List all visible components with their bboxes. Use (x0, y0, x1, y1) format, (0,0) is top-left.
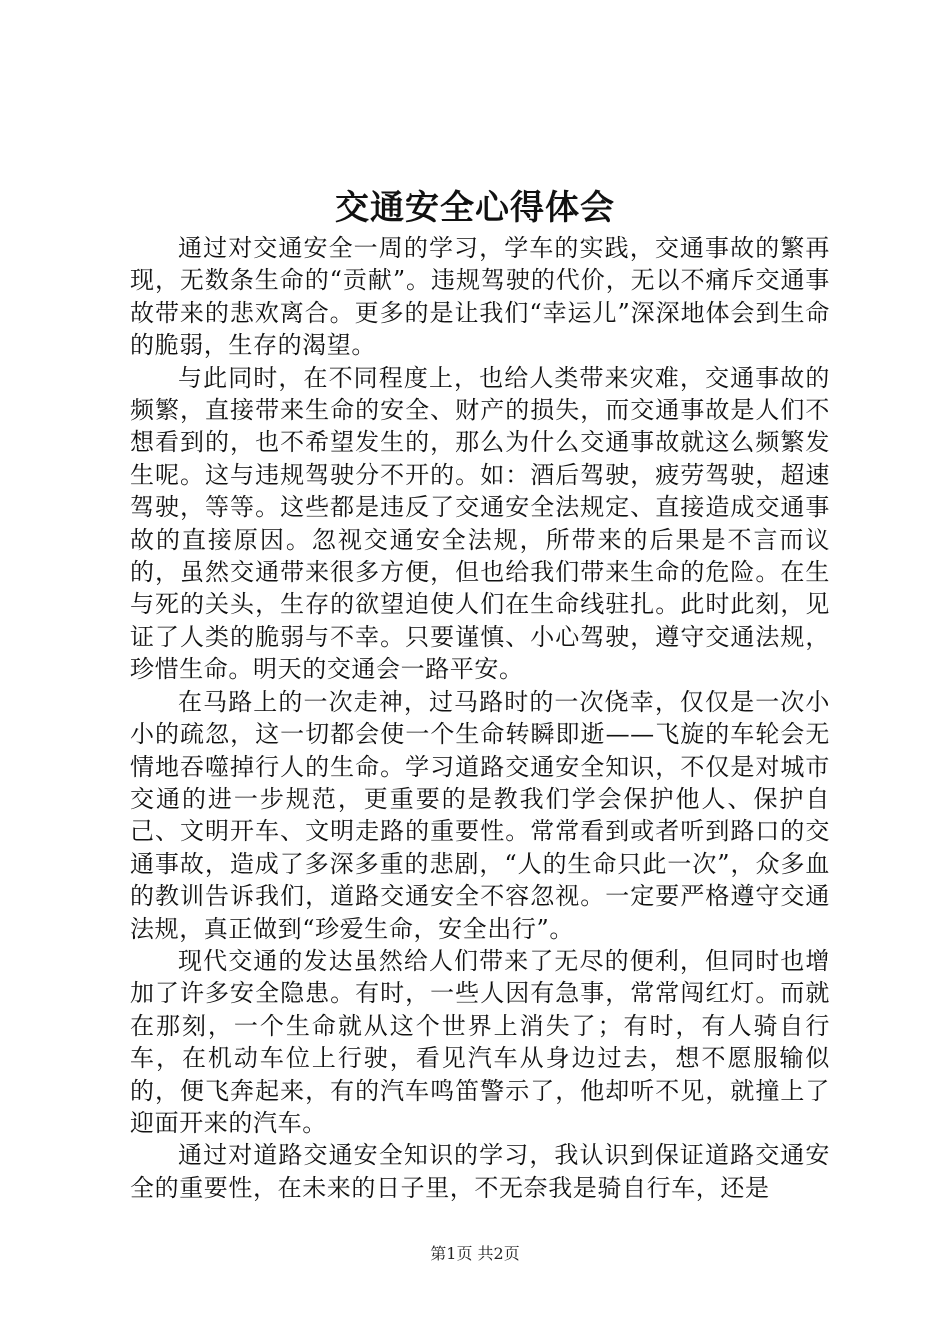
paragraph-2: 与此同时，在不同程度上，也给人类带来灾难，交通事故的频繁，直接带来生命的安全、财产的损失，而交通事故是人们不想看到的，也不希望发生的，那么为什么交通事故就这么频繁发生呢。这与违规驾驶分不开的。如：酒后驾驶，疲劳驾驶，超速驾驶，等等。这些都是违反了交通安全法规定、直接造成交通事故的直接原因。忽视交通安全法规，所带来的后果是不言而议的，虽然交通带来很多方便，但也给我们带来生命的危险。在生与死的关头，生存的欲望迫使人们在生命线驻扎。此时此刻，见证了人类的脆弱与不幸。只要谨慎、小心驾驶，遵守交通法规，珍惜生命。明天的交通会一路平安。 (130, 363, 830, 684)
document-body (130, 232, 830, 1204)
paragraph-5: 通过对道路交通安全知识的学习，我认识到保证道路交通安全的重要性，在未来的日子里，不无奈我是骑自行车，还是 (130, 1141, 830, 1202)
paragraph-3: 在马路上的一次走神，过马路时的一次侥幸，仅仅是一次小小的疏忽，这一切都会使一个生命转瞬即逝——飞旋的车轮会无情地吞噬掉行人的生命。学习道路交通安全知识，不仅是对城市交通的进一步规范，更重要的是教我们学会保护他人、保护自己、文明开车、文明走路的重要性。常常看到或者听到路口的交通事故，造成了多深多重的悲剧，“人的生命只此一次”，众多血的教训告诉我们，道路交通安全不容忽视。一定要严格遵守交通法规，真正做到“珍爱生命，安全出行”。 (130, 687, 830, 943)
paragraph-4: 现代交通的发达虽然给人们带来了无尽的便利，但同时也增加了许多安全隐患。有时，一些人因有急事，常常闯红灯。而就在那刻，一个生命就从这个世界上消失了；有时，有人骑自行车，在机动车位上行驶，看见汽车从身边过去，想不愿服输似的，便飞奔起来，有的汽车鸣笛警示了，他却听不见，就撞上了迎面开来的汽车。 (130, 946, 830, 1137)
document-title: 交通安全心得体会 (335, 188, 615, 228)
paragraph-1: 通过对交通安全一周的学习，学车的实践，交通事故的繁再现，无数条生命的“贡献”。违规驾驶的代价，无以不痛斥交通事故带来的悲欢离合。更多的是让我们“幸运儿”深深地体会到生命的脆弱，生存的渴望。 (130, 234, 830, 360)
page-footer: 第1页 共2页 (430, 1244, 520, 1263)
